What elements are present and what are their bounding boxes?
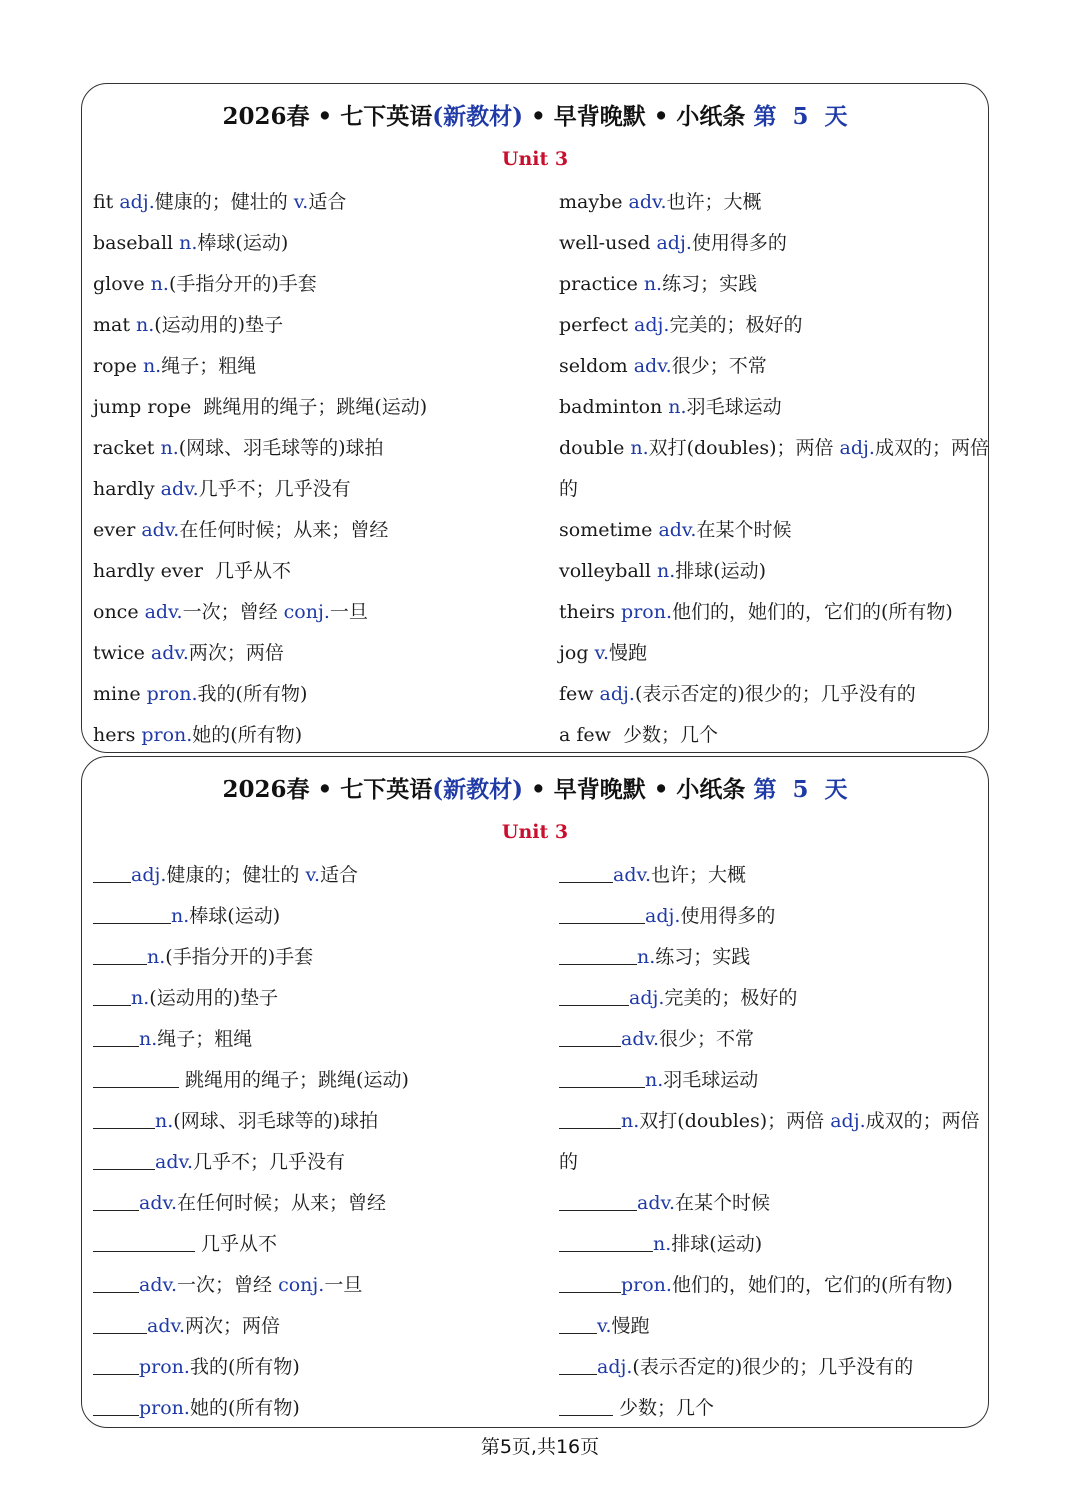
chinese-meaning: 慢跑 bbox=[609, 642, 648, 664]
answer-blank[interactable] bbox=[93, 981, 131, 1006]
chinese-meaning: (运动用的)垫子 bbox=[154, 314, 284, 336]
answer-blank[interactable] bbox=[93, 1227, 195, 1252]
vocab-word: glove bbox=[93, 273, 145, 295]
vocab-row bbox=[93, 633, 548, 674]
vocab-row bbox=[559, 715, 991, 756]
part-of-speech: adj. bbox=[131, 864, 167, 886]
chinese-meaning: 我的(所有物) bbox=[189, 1356, 300, 1378]
answer-blank[interactable] bbox=[93, 1022, 139, 1047]
vocab-word: a few bbox=[559, 724, 611, 746]
chinese-meaning: 适合 bbox=[308, 191, 347, 213]
quiz-row bbox=[93, 1142, 548, 1183]
quiz-row bbox=[93, 1306, 548, 1347]
part-of-speech: adj. bbox=[634, 314, 670, 336]
part-of-speech: adv. bbox=[147, 1315, 186, 1337]
quiz-row bbox=[93, 1060, 548, 1101]
part-of-speech: pron. bbox=[621, 1274, 672, 1296]
quiz-row bbox=[559, 1306, 991, 1347]
unit-heading: Unit 3 bbox=[501, 148, 569, 170]
quiz-row bbox=[559, 1019, 991, 1060]
vocab-word: once bbox=[93, 601, 139, 623]
vocab-word: sometime bbox=[559, 519, 653, 541]
chinese-meaning: 我的(所有物) bbox=[197, 683, 308, 705]
quiz-row bbox=[559, 855, 991, 896]
part-of-speech: n. bbox=[653, 1233, 672, 1255]
part-of-speech: v. bbox=[305, 864, 320, 886]
chinese-meaning: 两次；两倍 bbox=[188, 642, 284, 664]
chinese-meaning: (运动用的)垫子 bbox=[149, 987, 279, 1009]
chinese-meaning: (网球、羽毛球等的)球拍 bbox=[173, 1110, 379, 1132]
answer-blank[interactable] bbox=[93, 1104, 155, 1129]
part-of-speech: n. bbox=[668, 396, 687, 418]
vocab-word: well-used bbox=[559, 232, 651, 254]
word-card-quiz bbox=[81, 756, 989, 1428]
part-of-speech: adj. bbox=[597, 1356, 633, 1378]
chinese-meaning: 几乎从不 bbox=[208, 560, 292, 582]
vocab-row bbox=[93, 346, 548, 387]
part-of-speech: pron. bbox=[139, 1356, 190, 1378]
vocab-row bbox=[559, 510, 991, 551]
part-of-speech: n. bbox=[150, 273, 169, 295]
answer-blank[interactable] bbox=[93, 1145, 155, 1170]
part-of-speech: n. bbox=[630, 437, 649, 459]
answer-blank[interactable] bbox=[559, 1022, 621, 1047]
title-middle: • 早背晚默 • 小纸条 bbox=[523, 103, 754, 130]
part-of-speech: adj. bbox=[599, 683, 635, 705]
vocab-row bbox=[559, 305, 991, 346]
chinese-meaning: 成双的；两倍 bbox=[865, 1110, 980, 1132]
answer-blank[interactable] bbox=[559, 940, 637, 965]
part-of-speech: adv. bbox=[621, 1028, 660, 1050]
vocab-word: badminton bbox=[559, 396, 663, 418]
part-of-speech: pron. bbox=[621, 601, 672, 623]
chinese-meaning: 绳子；粗绳 bbox=[157, 1028, 253, 1050]
vocab-row bbox=[559, 469, 991, 510]
chinese-meaning: 一次；曾经 bbox=[182, 601, 284, 623]
vocab-word: ever bbox=[93, 519, 136, 541]
vocab-row bbox=[93, 305, 548, 346]
vocab-column-right bbox=[559, 182, 991, 756]
vocab-row bbox=[559, 674, 991, 715]
part-of-speech: adv. bbox=[141, 519, 180, 541]
title-prefix: 2026春 • 七下英语 bbox=[222, 103, 433, 130]
chinese-meaning: 几乎不；几乎没有 bbox=[198, 478, 351, 500]
chinese-meaning: 也许；大概 bbox=[651, 864, 747, 886]
part-of-speech: n. bbox=[656, 560, 676, 582]
vocab-row bbox=[93, 428, 548, 469]
vocab-row bbox=[559, 182, 991, 223]
chinese-meaning: (手指分开的)手套 bbox=[168, 273, 317, 295]
chinese-meaning: 她的(所有物) bbox=[189, 1397, 300, 1419]
part-of-speech: n. bbox=[171, 905, 190, 927]
vocab-row bbox=[93, 387, 548, 428]
part-of-speech: adv. bbox=[139, 1274, 178, 1296]
part-of-speech: adv. bbox=[160, 478, 199, 500]
vocab-word: practice bbox=[559, 273, 638, 295]
part-of-speech: n. bbox=[135, 314, 155, 336]
chinese-meaning: 在任何时候；从来；曾经 bbox=[179, 519, 389, 541]
vocab-row bbox=[93, 592, 548, 633]
answer-blank[interactable] bbox=[559, 899, 645, 924]
part-of-speech: conj. bbox=[278, 1274, 325, 1296]
answer-blank[interactable] bbox=[559, 1186, 637, 1211]
vocab-column-left bbox=[93, 182, 548, 756]
chinese-meaning: 一次；曾经 bbox=[177, 1274, 279, 1296]
part-of-speech: adv. bbox=[139, 1192, 178, 1214]
card-title bbox=[82, 771, 988, 804]
part-of-speech: adv. bbox=[144, 601, 183, 623]
quiz-row bbox=[559, 1060, 991, 1101]
answer-blank[interactable] bbox=[93, 1268, 139, 1293]
chinese-meaning: 跳绳用的绳子；跳绳(运动) bbox=[179, 1069, 409, 1091]
vocab-word: jog bbox=[559, 642, 589, 664]
part-of-speech: n. bbox=[621, 1110, 640, 1132]
chinese-meaning: 的 bbox=[559, 1151, 579, 1173]
vocab-row bbox=[559, 633, 991, 674]
unit-heading: Unit 3 bbox=[501, 821, 569, 843]
part-of-speech: adj. bbox=[629, 987, 665, 1009]
title-day-num: 5 bbox=[792, 776, 809, 803]
vocab-word: fit bbox=[93, 191, 114, 213]
chinese-meaning: 健康的；健壮的 bbox=[154, 191, 294, 213]
part-of-speech: adv. bbox=[637, 1192, 676, 1214]
quiz-row bbox=[559, 1347, 991, 1388]
answer-blank[interactable] bbox=[93, 940, 147, 965]
part-of-speech: adv. bbox=[658, 519, 697, 541]
quiz-row bbox=[93, 896, 548, 937]
part-of-speech: adv. bbox=[628, 191, 667, 213]
chinese-meaning: 他们的，她们的，它们的(所有物) bbox=[672, 601, 953, 623]
chinese-meaning: 健康的；健壮的 bbox=[166, 864, 306, 886]
vocab-row bbox=[93, 223, 548, 264]
vocab-row bbox=[559, 264, 991, 305]
chinese-meaning: 羽毛球运动 bbox=[686, 396, 782, 418]
vocab-word: mat bbox=[93, 314, 130, 336]
quiz-row bbox=[559, 896, 991, 937]
quiz-row bbox=[559, 978, 991, 1019]
part-of-speech: v. bbox=[597, 1315, 612, 1337]
chinese-meaning: 在某个时候 bbox=[675, 1192, 771, 1214]
chinese-meaning: 少数；几个 bbox=[616, 724, 718, 746]
title-day-suffix: 天 bbox=[824, 776, 848, 803]
quiz-row bbox=[93, 1347, 548, 1388]
vocab-row bbox=[93, 674, 548, 715]
title-middle: • 早背晚默 • 小纸条 bbox=[523, 776, 754, 803]
part-of-speech: adj. bbox=[645, 905, 681, 927]
chinese-meaning: 几乎不；几乎没有 bbox=[193, 1151, 346, 1173]
answer-blank[interactable] bbox=[559, 858, 613, 883]
quiz-row bbox=[93, 1019, 548, 1060]
chinese-meaning: 完美的；极好的 bbox=[669, 314, 803, 336]
quiz-row bbox=[93, 1224, 548, 1265]
vocab-row bbox=[559, 551, 991, 592]
title-day bbox=[753, 103, 847, 130]
quiz-row bbox=[559, 1224, 991, 1265]
card-title bbox=[82, 98, 988, 131]
vocab-word: theirs bbox=[559, 601, 616, 623]
quiz-column-right bbox=[559, 855, 991, 1429]
chinese-meaning: (手指分开的)手套 bbox=[165, 946, 314, 968]
chinese-meaning: 练习；实践 bbox=[662, 273, 758, 295]
chinese-meaning: 很少；不常 bbox=[671, 355, 767, 377]
chinese-meaning: 绳子；粗绳 bbox=[161, 355, 257, 377]
quiz-row bbox=[559, 1142, 991, 1183]
quiz-row bbox=[559, 937, 991, 978]
chinese-meaning: (表示否定的)很少的；几乎没有的 bbox=[634, 683, 916, 705]
quiz-row bbox=[93, 855, 548, 896]
chinese-meaning: 排球(运动) bbox=[675, 560, 767, 582]
quiz-row bbox=[93, 978, 548, 1019]
chinese-meaning: 一旦 bbox=[324, 1274, 363, 1296]
vocab-row bbox=[559, 387, 991, 428]
part-of-speech: n. bbox=[131, 987, 150, 1009]
quiz-row bbox=[93, 1388, 548, 1429]
chinese-meaning: (表示否定的)很少的；几乎没有的 bbox=[632, 1356, 914, 1378]
chinese-meaning: 练习；实践 bbox=[655, 946, 751, 968]
vocab-word: mine bbox=[93, 683, 141, 705]
vocab-word: perfect bbox=[559, 314, 629, 336]
chinese-meaning: 成双的；两倍 bbox=[874, 437, 989, 459]
chinese-meaning: 的 bbox=[559, 478, 579, 500]
quiz-row bbox=[559, 1101, 991, 1142]
title-prefix: 2026春 • 七下英语 bbox=[222, 776, 433, 803]
vocab-row bbox=[93, 715, 548, 756]
chinese-meaning: 也许；大概 bbox=[666, 191, 762, 213]
page-number: 第5页,共16页 bbox=[480, 1436, 600, 1458]
part-of-speech: n. bbox=[155, 1110, 174, 1132]
part-of-speech: adj. bbox=[119, 191, 155, 213]
title-day-suffix: 天 bbox=[824, 103, 848, 130]
chinese-meaning: 完美的；极好的 bbox=[664, 987, 798, 1009]
vocab-word: volleyball bbox=[559, 560, 651, 582]
part-of-speech: adv. bbox=[633, 355, 672, 377]
vocab-word: double bbox=[559, 437, 625, 459]
title-highlight: (新教材) bbox=[432, 776, 523, 803]
chinese-meaning: 几乎从不 bbox=[195, 1233, 278, 1255]
chinese-meaning: 慢跑 bbox=[611, 1315, 650, 1337]
vocab-row bbox=[93, 469, 548, 510]
part-of-speech: n. bbox=[160, 437, 179, 459]
answer-blank[interactable] bbox=[93, 1350, 139, 1375]
vocab-row bbox=[93, 182, 548, 223]
part-of-speech: conj. bbox=[283, 601, 330, 623]
vocab-row bbox=[93, 510, 548, 551]
quiz-row bbox=[93, 1265, 548, 1306]
answer-blank[interactable] bbox=[559, 1104, 621, 1129]
part-of-speech: n. bbox=[643, 273, 663, 295]
title-day-prefix: 第 bbox=[753, 776, 777, 803]
answer-blank[interactable] bbox=[93, 1186, 139, 1211]
chinese-meaning: 她的(所有物) bbox=[192, 724, 303, 746]
vocab-word: twice bbox=[93, 642, 145, 664]
vocab-word: hardly ever bbox=[93, 560, 203, 582]
quiz-row bbox=[93, 937, 548, 978]
chinese-meaning: 少数；几个 bbox=[613, 1397, 715, 1419]
vocab-row bbox=[93, 551, 548, 592]
title-highlight: (新教材) bbox=[432, 103, 523, 130]
answer-blank[interactable] bbox=[559, 981, 629, 1006]
chinese-meaning: 双打(doubles)；两倍 bbox=[648, 437, 840, 459]
answer-blank[interactable] bbox=[559, 1227, 653, 1252]
chinese-meaning: 羽毛球运动 bbox=[663, 1069, 759, 1091]
chinese-meaning: 他们的，她们的，它们的(所有物) bbox=[671, 1274, 953, 1296]
answer-blank[interactable] bbox=[559, 1391, 613, 1416]
answer-blank[interactable] bbox=[93, 899, 171, 924]
quiz-row bbox=[559, 1265, 991, 1306]
part-of-speech: adv. bbox=[155, 1151, 194, 1173]
chinese-meaning: 棒球(运动) bbox=[197, 232, 289, 254]
chinese-meaning: 排球(运动) bbox=[671, 1233, 763, 1255]
quiz-row bbox=[93, 1101, 548, 1142]
answer-blank[interactable] bbox=[559, 1268, 621, 1293]
title-day-prefix: 第 bbox=[753, 103, 777, 130]
quiz-row bbox=[93, 1183, 548, 1224]
vocab-word: rope bbox=[93, 355, 137, 377]
vocab-word: seldom bbox=[559, 355, 628, 377]
answer-blank[interactable] bbox=[559, 1309, 597, 1334]
vocab-row bbox=[559, 346, 991, 387]
answer-blank[interactable] bbox=[93, 1309, 147, 1334]
chinese-meaning: 双打(doubles)；两倍 bbox=[639, 1110, 831, 1132]
answer-blank[interactable] bbox=[93, 858, 131, 883]
chinese-meaning: 很少；不常 bbox=[659, 1028, 755, 1050]
part-of-speech: n. bbox=[637, 946, 656, 968]
chinese-meaning: 适合 bbox=[320, 864, 359, 886]
vocab-row bbox=[559, 592, 991, 633]
vocab-word: hardly bbox=[93, 478, 155, 500]
chinese-meaning: 使用得多的 bbox=[680, 905, 776, 927]
chinese-meaning: (网球、羽毛球等的)球拍 bbox=[178, 437, 384, 459]
vocab-row bbox=[559, 428, 991, 469]
part-of-speech: adj. bbox=[839, 437, 875, 459]
vocab-word: maybe bbox=[559, 191, 623, 213]
quiz-row bbox=[559, 1388, 991, 1429]
part-of-speech: adv. bbox=[613, 864, 652, 886]
part-of-speech: pron. bbox=[141, 724, 193, 746]
part-of-speech: adv. bbox=[150, 642, 189, 664]
chinese-meaning: 一旦 bbox=[329, 601, 368, 623]
title-day bbox=[753, 776, 847, 803]
vocab-row bbox=[559, 223, 991, 264]
part-of-speech: v. bbox=[594, 642, 610, 664]
chinese-meaning: 在某个时候 bbox=[696, 519, 792, 541]
part-of-speech: n. bbox=[645, 1069, 664, 1091]
part-of-speech: adj. bbox=[830, 1110, 866, 1132]
answer-blank[interactable] bbox=[93, 1391, 139, 1416]
answer-blank[interactable] bbox=[93, 1063, 179, 1088]
vocab-word: baseball bbox=[93, 232, 174, 254]
vocab-word: racket bbox=[93, 437, 155, 459]
vocab-row bbox=[93, 264, 548, 305]
quiz-row bbox=[559, 1183, 991, 1224]
chinese-meaning: 跳绳用的绳子；跳绳(运动) bbox=[197, 396, 428, 418]
chinese-meaning: 在任何时候；从来；曾经 bbox=[177, 1192, 387, 1214]
part-of-speech: adj. bbox=[656, 232, 692, 254]
part-of-speech: n. bbox=[139, 1028, 158, 1050]
word-card-answers bbox=[81, 83, 989, 753]
part-of-speech: n. bbox=[179, 232, 198, 254]
chinese-meaning: 两次；两倍 bbox=[185, 1315, 281, 1337]
vocab-word: hers bbox=[93, 724, 136, 746]
title-day-num: 5 bbox=[792, 103, 809, 130]
vocab-word: jump rope bbox=[93, 396, 192, 418]
chinese-meaning: 棒球(运动) bbox=[189, 905, 281, 927]
answer-blank[interactable] bbox=[559, 1350, 597, 1375]
part-of-speech: v. bbox=[293, 191, 309, 213]
part-of-speech: n. bbox=[147, 946, 166, 968]
part-of-speech: pron. bbox=[139, 1397, 190, 1419]
part-of-speech: pron. bbox=[146, 683, 198, 705]
vocab-word: few bbox=[559, 683, 594, 705]
part-of-speech: n. bbox=[142, 355, 162, 377]
answer-blank[interactable] bbox=[559, 1063, 645, 1088]
quiz-column-left bbox=[93, 855, 548, 1429]
chinese-meaning: 使用得多的 bbox=[691, 232, 787, 254]
